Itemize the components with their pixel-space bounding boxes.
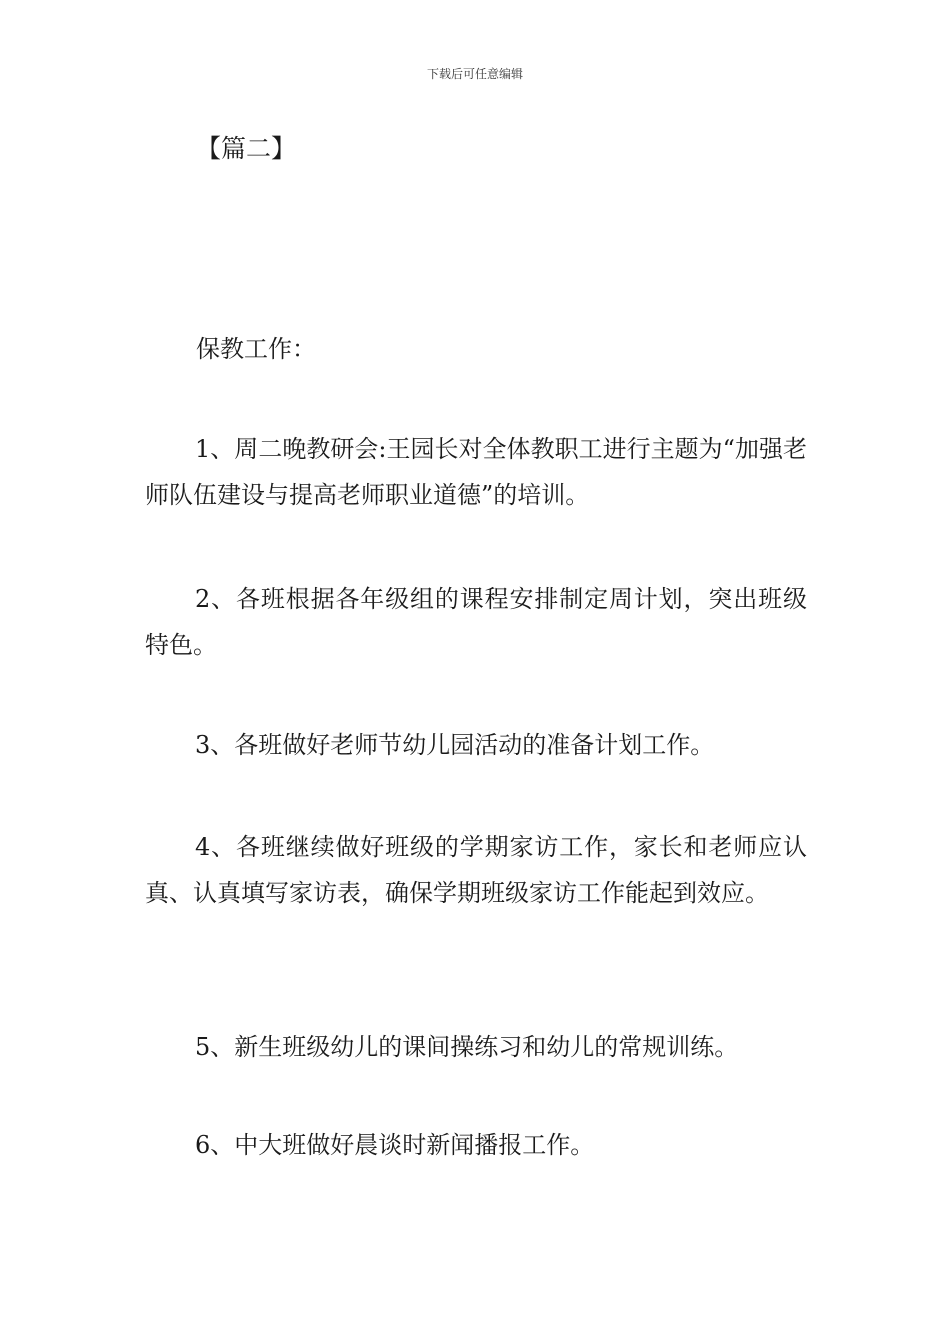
subheading: 保教工作： [196,335,316,363]
paragraph-1: 1、周二晚教研会:王园长对全体教职工进行主题为“加强老师队伍建设与提高老师职业道德”的培训。 [145,435,807,509]
paragraph-3: 3、各班做好老师节幼儿园活动的准备计划工作。 [195,731,715,759]
paragraph-6: 6、中大班做好晨谈时新闻播报工作。 [195,1131,595,1159]
paragraph-4: 4、各班继续做好班级的学期家访工作，家长和老师应认真、认真填写家访表，确保学期班级家访工作能起到效应。 [145,833,807,907]
paragraph-5: 5、新生班级幼儿的课间操练习和幼儿的常规训练。 [195,1033,739,1061]
paragraph-2: 2、各班根据各年级组的课程安排制定周计划，突出班级特色。 [145,585,807,659]
section-title: 【篇二】 [196,134,297,163]
page-header-note: 下载后可任意编辑 [426,67,523,81]
